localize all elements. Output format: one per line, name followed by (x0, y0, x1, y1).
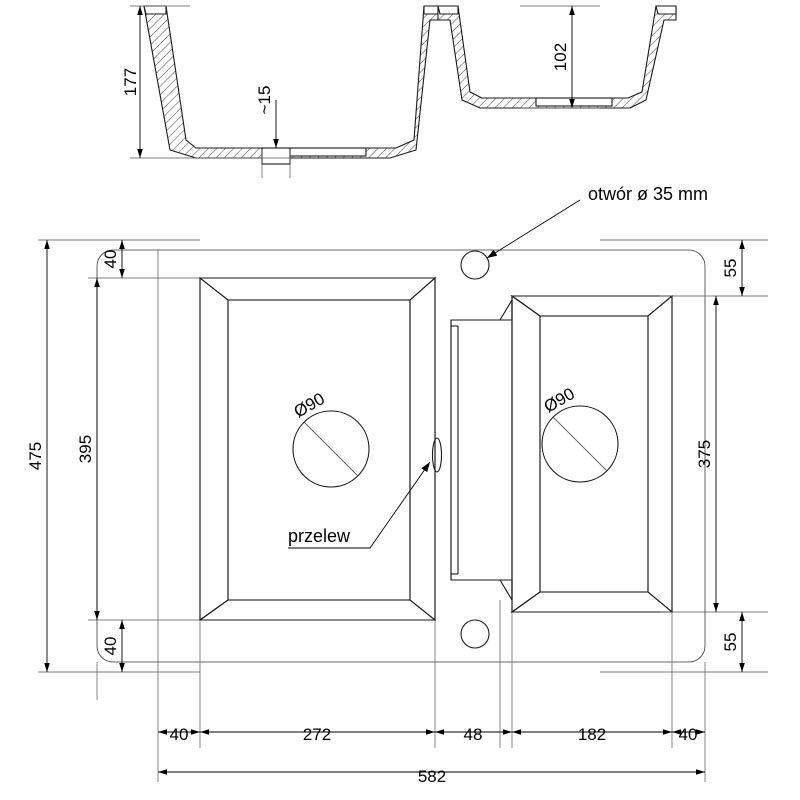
dim-depth-small: 102 (551, 42, 570, 72)
left-drain-label: Ø90 (290, 388, 328, 422)
section-right-drain-plate (536, 98, 612, 106)
section-left-rim-right (424, 6, 438, 14)
dim-top-margin-right: 55 (721, 258, 740, 278)
left-bowl-bevel-left (200, 278, 228, 620)
callouts (288, 184, 708, 548)
tap-hole-top (461, 251, 489, 279)
left-bowl-outer (200, 278, 435, 620)
hole-leader-line (487, 200, 580, 258)
dim-top-margin-left: 40 (101, 249, 120, 269)
plan-dimensions-bottom (97, 250, 705, 786)
dim-bottom-margin-left: 40 (101, 636, 120, 656)
dim-right-bowl-width: 182 (577, 725, 607, 744)
dim-total-width: 582 (417, 767, 447, 786)
hole-label: otwór ø 35 mm (588, 184, 709, 204)
section-left-drain-plate (290, 148, 366, 156)
plan-view (97, 250, 705, 662)
right-bowl-bevel-top (512, 296, 672, 316)
section-left-rim (144, 6, 166, 14)
overflow-slot (433, 438, 442, 472)
right-drain-cross (553, 417, 607, 471)
left-drain-cross (304, 422, 358, 476)
left-bowl-bevel-top (200, 278, 435, 300)
dim-wall-thickness: ~15 (255, 85, 274, 115)
dim-left-margin: 40 (169, 725, 189, 744)
right-bowl-bevel-right (648, 296, 672, 612)
section-right-rim-left (438, 6, 458, 14)
dim-center-gap: 48 (463, 725, 483, 744)
left-bowl-bevel-bottom (200, 600, 435, 620)
center-divider (451, 300, 512, 600)
section-left-bowl (144, 6, 438, 158)
right-bowl-floor (540, 316, 648, 592)
plan-dimensions-right (600, 240, 768, 672)
section-right-rim-right (656, 6, 676, 14)
left-bowl-floor (228, 300, 410, 600)
dim-total-height: 475 (26, 441, 45, 471)
right-drain-label: Ø90 (540, 383, 578, 417)
dim-inner-height: 395 (76, 434, 95, 464)
dim-right-bowl-height: 375 (695, 439, 714, 469)
dim-bottom-margin-right: 55 (721, 632, 740, 652)
plan-dimensions-left (26, 240, 200, 672)
dim-right-margin: 40 (678, 725, 698, 744)
section-left-drain (262, 148, 290, 164)
tap-hole-bottom (461, 620, 489, 648)
right-bowl-bevel-bottom (512, 592, 672, 612)
cross-section-view (121, 6, 676, 178)
dim-left-bowl-width: 272 (302, 725, 332, 744)
left-bowl-bevel-right (410, 278, 435, 620)
right-bowl-bevel-left (512, 296, 540, 612)
overflow-label: przelew (288, 526, 351, 546)
dim-depth-main: 177 (121, 67, 140, 97)
